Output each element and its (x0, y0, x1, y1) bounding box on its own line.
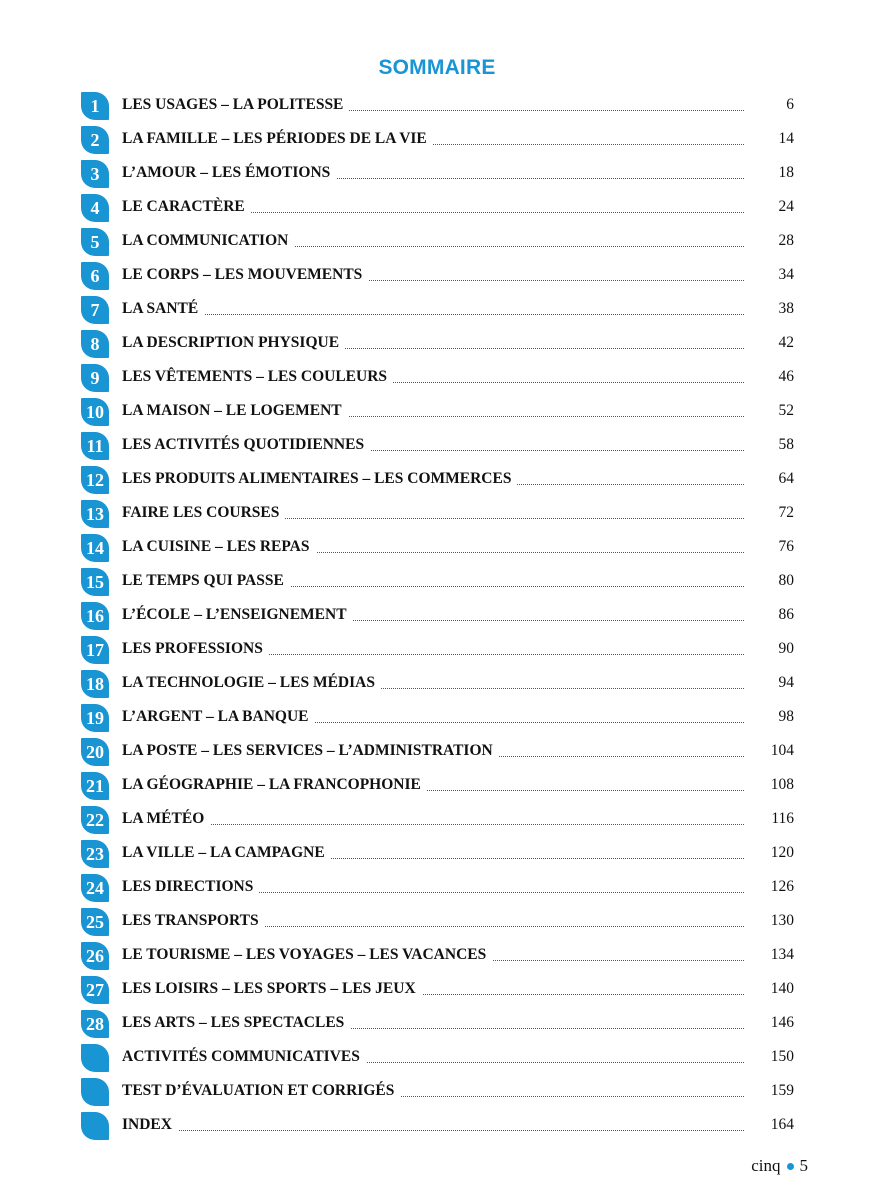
toc-entry-label: LES PRODUITS ALIMENTAIRES – LES COMMERCES (122, 470, 517, 488)
toc-entry[interactable] (80, 735, 794, 769)
toc-entry-page: 140 (770, 980, 794, 997)
chapter-number-badge: 19 (81, 704, 109, 732)
toc-entry[interactable] (80, 1075, 794, 1109)
toc-entry[interactable] (80, 327, 794, 361)
toc-entry[interactable] (80, 395, 794, 429)
toc-entry-label: LES VÊTEMENTS – LES COULEURS (122, 368, 393, 386)
toc-entry-page: 58 (778, 436, 794, 453)
dot-leader (122, 824, 744, 825)
toc-entry-label: LA VILLE – LA CAMPAGNE (122, 844, 331, 862)
toc-entry[interactable] (80, 191, 794, 225)
chapter-number-badge: 16 (81, 602, 109, 630)
toc-entry-label: L’ARGENT – LA BANQUE (122, 708, 314, 726)
toc-entry[interactable] (80, 973, 794, 1007)
toc-entry-label: LA COMMUNICATION (122, 232, 294, 250)
chapter-number-badge: 27 (81, 976, 109, 1004)
toc-entry-label: LA MÉTÉO (122, 810, 210, 828)
toc-entry-label: LES ACTIVITÉS QUOTIDIENNES (122, 436, 370, 454)
dot-leader (122, 1130, 744, 1131)
chapter-number-badge: 7 (81, 296, 109, 324)
toc-entry-page: 159 (770, 1082, 794, 1099)
chapter-number-badge: 6 (81, 262, 109, 290)
toc-entry-page: 150 (770, 1048, 794, 1065)
toc-entry-label: LE TOURISME – LES VOYAGES – LES VACANCES (122, 946, 492, 964)
chapter-number-badge: 28 (81, 1010, 109, 1038)
toc-entry[interactable] (80, 225, 794, 259)
page-title: SOMMAIRE (378, 56, 496, 79)
toc-entry-page: 64 (778, 470, 794, 487)
chapter-number-badge (81, 1112, 109, 1140)
toc-entry[interactable] (80, 531, 794, 565)
toc-entry-label: LA GÉOGRAPHIE – LA FRANCOPHONIE (122, 776, 427, 794)
toc-entry-label: LES TRANSPORTS (122, 912, 265, 930)
toc-entry[interactable] (80, 157, 794, 191)
toc-entry-label: LA POSTE – LES SERVICES – L’ADMINISTRATION (122, 742, 499, 760)
toc-entry[interactable] (80, 939, 794, 973)
toc-entry-label: LA CUISINE – LES REPAS (122, 538, 316, 556)
toc-entry-page: 126 (770, 878, 794, 895)
toc-entry-page: 164 (770, 1116, 794, 1133)
toc-entry-label: L’ÉCOLE – L’ENSEIGNEMENT (122, 606, 353, 624)
chapter-number-badge: 23 (81, 840, 109, 868)
toc-entry[interactable] (80, 701, 794, 735)
chapter-number-badge: 1 (81, 92, 109, 120)
dot-leader (122, 314, 744, 315)
toc-entry-page: 94 (778, 674, 794, 691)
toc-entry[interactable] (80, 837, 794, 871)
toc-entry-page: 46 (778, 368, 794, 385)
toc-entry[interactable] (80, 123, 794, 157)
toc-entry-label: LES ARTS – LES SPECTACLES (122, 1014, 350, 1032)
toc-entry-label: LES USAGES – LA POLITESSE (122, 96, 349, 114)
footer-page-number: 5 (799, 1156, 808, 1175)
chapter-number-badge: 8 (81, 330, 109, 358)
chapter-number-badge: 18 (81, 670, 109, 698)
toc-entry[interactable] (80, 1109, 794, 1143)
toc-entry-label: LA DESCRIPTION PHYSIQUE (122, 334, 345, 352)
toc-entry-page: 76 (778, 538, 794, 555)
toc-entry[interactable] (80, 259, 794, 293)
toc-entry-page: 14 (778, 130, 794, 147)
toc-entry[interactable] (80, 803, 794, 837)
toc-entry[interactable] (80, 293, 794, 327)
toc-entry-page: 90 (778, 640, 794, 657)
toc-entry-page: 52 (778, 402, 794, 419)
toc-entry-page: 42 (778, 334, 794, 351)
toc-entry-label: LE TEMPS QUI PASSE (122, 572, 290, 590)
chapter-number-badge: 10 (81, 398, 109, 426)
toc-entry[interactable] (80, 497, 794, 531)
toc-entry-label: LES LOISIRS – LES SPORTS – LES JEUX (122, 980, 422, 998)
toc-entry-page: 28 (778, 232, 794, 249)
toc-entry[interactable] (80, 1007, 794, 1041)
toc-entry-label: LE CARACTÈRE (122, 198, 251, 216)
toc-entry-label: FAIRE LES COURSES (122, 504, 285, 522)
toc-entry[interactable] (80, 599, 794, 633)
toc-entry-label: LE CORPS – LES MOUVEMENTS (122, 266, 368, 284)
toc-entry-page: 6 (786, 96, 794, 113)
toc-entry-page: 104 (770, 742, 794, 759)
chapter-number-badge: 22 (81, 806, 109, 834)
toc-entry-page: 72 (778, 504, 794, 521)
toc-entry-label: L’AMOUR – LES ÉMOTIONS (122, 164, 336, 182)
toc-entry-label: ACTIVITÉS COMMUNICATIVES (122, 1048, 366, 1066)
chapter-number-badge (81, 1078, 109, 1106)
chapter-number-badge: 4 (81, 194, 109, 222)
chapter-number-badge: 15 (81, 568, 109, 596)
toc-entry-page: 146 (770, 1014, 794, 1031)
chapter-number-badge: 24 (81, 874, 109, 902)
toc-entry[interactable] (80, 769, 794, 803)
toc-entry-label: LES DIRECTIONS (122, 878, 259, 896)
chapter-number-badge: 2 (81, 126, 109, 154)
toc-entry[interactable] (80, 667, 794, 701)
toc-entry-page: 134 (770, 946, 794, 963)
toc-entry-page: 34 (778, 266, 794, 283)
toc-entry-label: LA FAMILLE – LES PÉRIODES DE LA VIE (122, 130, 433, 148)
chapter-number-badge: 3 (81, 160, 109, 188)
chapter-number-badge (81, 1044, 109, 1072)
toc-entry[interactable] (80, 429, 794, 463)
chapter-number-badge: 17 (81, 636, 109, 664)
toc-entry-page: 116 (771, 810, 794, 827)
toc-entry-label: INDEX (122, 1116, 178, 1134)
toc-entry-page: 18 (778, 164, 794, 181)
toc-entry[interactable] (80, 905, 794, 939)
toc-entry[interactable] (80, 871, 794, 905)
chapter-number-badge: 26 (81, 942, 109, 970)
toc-entry-label: LA MAISON – LE LOGEMENT (122, 402, 348, 420)
chapter-number-badge: 21 (81, 772, 109, 800)
toc-entry-page: 120 (770, 844, 794, 861)
toc-entry-label: LA SANTÉ (122, 300, 204, 318)
page-footer (751, 1156, 808, 1176)
toc-entry-page: 98 (778, 708, 794, 725)
bullet-dot-icon (787, 1163, 794, 1170)
chapter-number-badge: 13 (81, 500, 109, 528)
toc-entry-page: 24 (778, 198, 794, 215)
toc-entry[interactable] (80, 463, 794, 497)
toc-entry-page: 108 (770, 776, 794, 793)
chapter-number-badge: 25 (81, 908, 109, 936)
chapter-number-badge: 5 (81, 228, 109, 256)
toc-entry-label: LA TECHNOLOGIE – LES MÉDIAS (122, 674, 381, 692)
toc-entry[interactable] (80, 361, 794, 395)
chapter-number-badge: 20 (81, 738, 109, 766)
toc-entry-page: 80 (778, 572, 794, 589)
toc-entry[interactable] (80, 89, 794, 123)
toc-entry[interactable] (80, 633, 794, 667)
footer-page-word: cinq (751, 1156, 781, 1175)
toc-entry-page: 86 (778, 606, 794, 623)
toc-entry[interactable] (80, 565, 794, 599)
chapter-number-badge: 12 (81, 466, 109, 494)
chapter-number-badge: 9 (81, 364, 109, 392)
toc-entry-page: 130 (770, 912, 794, 929)
chapter-number-badge: 11 (81, 432, 109, 460)
toc-entry[interactable] (80, 1041, 794, 1075)
toc-entry-label: TEST D’ÉVALUATION ET CORRIGÉS (122, 1082, 400, 1100)
table-of-contents (80, 89, 794, 1143)
toc-entry-page: 38 (778, 300, 794, 317)
toc-entry-label: LES PROFESSIONS (122, 640, 269, 658)
chapter-number-badge: 14 (81, 534, 109, 562)
